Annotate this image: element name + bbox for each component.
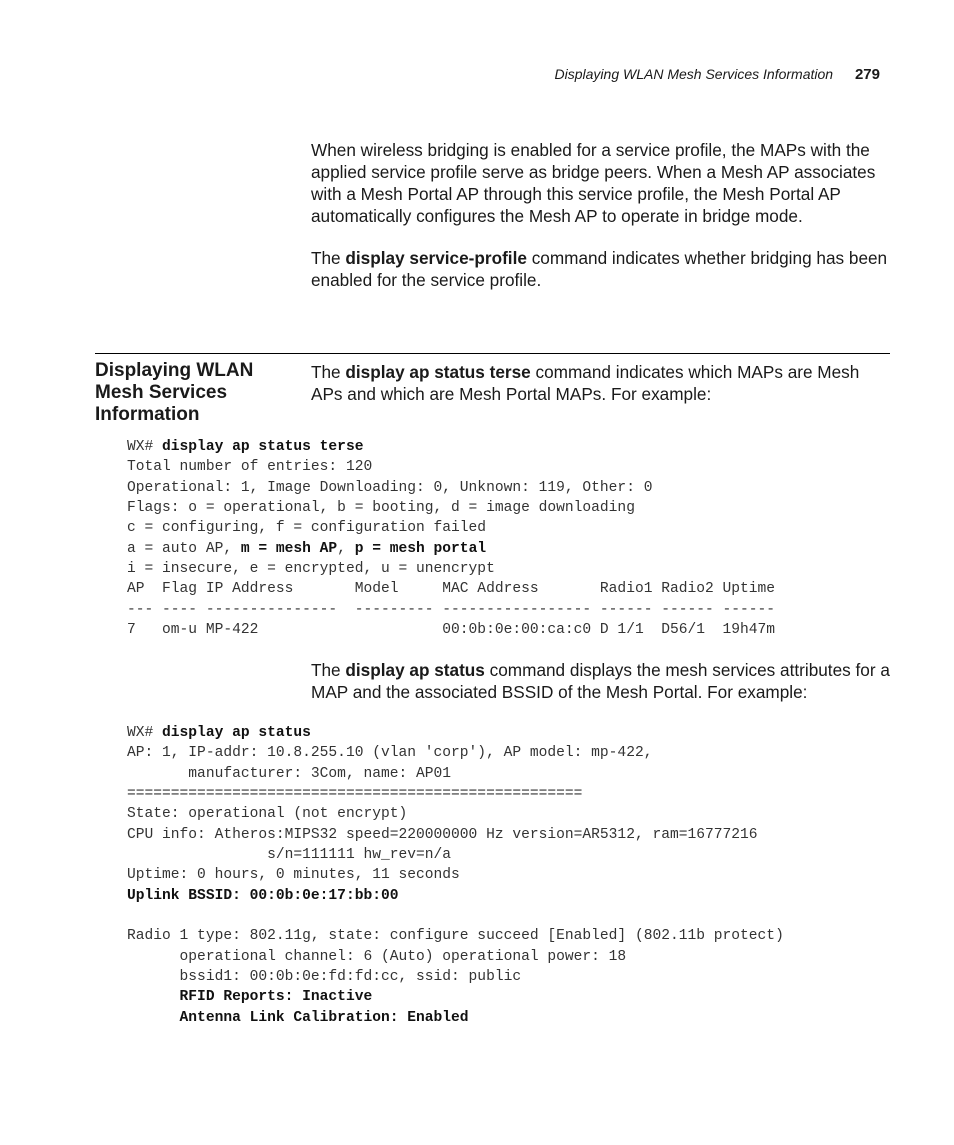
code-block-status [127,723,784,1028]
code-block-terse [127,437,775,640]
code-bold-run: Antenna Link Calibration: Enabled [179,1009,469,1026]
code-text-run [127,1010,180,1026]
code-line [127,498,775,518]
code-line [127,926,784,946]
status-command-paragraph [311,659,891,703]
code-line [127,478,775,498]
code-line [127,457,775,477]
code-text-run: Uptime: 0 hours, 0 minutes, 11 seconds [127,867,460,884]
code-line [127,1008,784,1028]
code-text-run: AP Flag IP Address Model MAC Address Radio1 Radio2 Uptime [127,581,776,598]
text-run: command indicates whether bridging has been enabled for the service profile. [311,248,888,290]
code-text-run: WX# [127,439,163,455]
code-text-run: Flags: o = operational, b = booting, d = image downloading [127,500,635,517]
text-run: The [311,660,346,680]
code-text-run: WX# [127,725,163,741]
code-line [127,825,784,845]
code-text-run: AP: 1, IP-addr: 10.8.255.10 (vlan 'corp'), AP model: mp-422, [127,745,653,762]
code-line [127,906,784,926]
code-text-run: Radio 1 type: 802.11g, state: configure succeed [Enabled] (802.11b protect) [127,928,784,945]
code-bold-run: display ap status [162,725,311,741]
command-name: display ap status terse [345,362,531,382]
command-name: display service-profile [345,248,527,268]
code-bold-run: Uplink BSSID: 00:0b:0e:17:bb:00 [127,887,399,904]
code-line [127,518,775,538]
text-run: command indicates which MAPs are Mesh APs and which are Mesh Portal MAPs. For example: [311,362,860,404]
code-text-run: CPU info: Atheros:MIPS32 speed=220000000 Hz version=AR5312, ram=16777216 [127,826,758,843]
code-text-run: --- ---- --------------- --------- ----------------- ------ ------ ------ [127,601,776,618]
command-name: display ap status [345,660,485,680]
code-text-run: Operational: 1, Image Downloading: 0, Unknown: 119, Other: 0 [127,479,653,496]
code-text-run: bssid1: 00:0b:0e:fd:fd:cc, ssid: public [127,969,522,986]
code-text-run: manufacturer: 3Com, name: AP01 [127,765,452,782]
code-line [127,437,775,457]
code-text-run: , [337,540,355,557]
code-bold-run: m = mesh AP [240,540,338,557]
code-line [127,579,775,599]
code-text-run: 7 om-u MP-422 00:0b:0e:00:ca:c0 D 1/1 D56/1 19h47m [127,622,776,639]
intro-paragraph: When wireless bridging is enabled for a service profile, the MAPs with the applied service profile serve as bridge peers. When a Mesh AP associates with a Mesh Portal AP through this service profile, the Mesh Portal AP automatically configures the Mesh AP to operate in bridge mode. [311,140,876,226]
text-run: The [311,248,346,268]
code-line [127,539,775,559]
code-line [127,559,775,579]
section-divider [95,353,890,354]
code-line [127,804,784,824]
code-text-run: s/n=111111 hw_rev=n/a [127,847,452,864]
code-bold-run: RFID Reports: Inactive [179,989,373,1006]
code-line [127,764,784,784]
code-line [127,886,784,906]
code-text-run: Total number of entries: 120 [127,459,373,476]
code-text-run: ==================================================== [127,786,583,803]
code-text-run: operational channel: 6 (Auto) operational power: 18 [127,948,627,965]
service-profile-paragraph [311,247,891,291]
code-line [127,620,775,640]
code-text-run: i = insecure, e = encrypted, u = unencrypt [127,561,495,578]
code-text-run: a = auto AP, [127,540,241,557]
code-line [127,743,784,763]
running-header-title: Displaying WLAN Mesh Services Information [554,66,834,82]
section-heading: Displaying WLAN Mesh Services Information [95,360,254,425]
text-run: The [311,362,346,382]
page-number: 279 [854,66,880,83]
code-bold-run: display ap status terse [162,439,364,455]
code-line [127,967,784,987]
code-line [127,865,784,885]
code-line [127,845,784,865]
code-text-run: State: operational (not encrypt) [127,806,408,823]
running-header [555,66,880,83]
code-bold-run: p = mesh portal [354,540,487,557]
code-line [127,784,784,804]
code-line [127,600,775,620]
code-line [127,723,784,743]
code-text-run [127,989,180,1005]
code-line [127,947,784,967]
terse-command-paragraph [311,361,891,405]
code-text-run: c = configuring, f = configuration failed [127,520,487,537]
text-run: command displays the mesh services attributes for a MAP and the associated BSSID of the Mesh Portal. For example: [311,660,890,702]
code-line [127,987,784,1007]
